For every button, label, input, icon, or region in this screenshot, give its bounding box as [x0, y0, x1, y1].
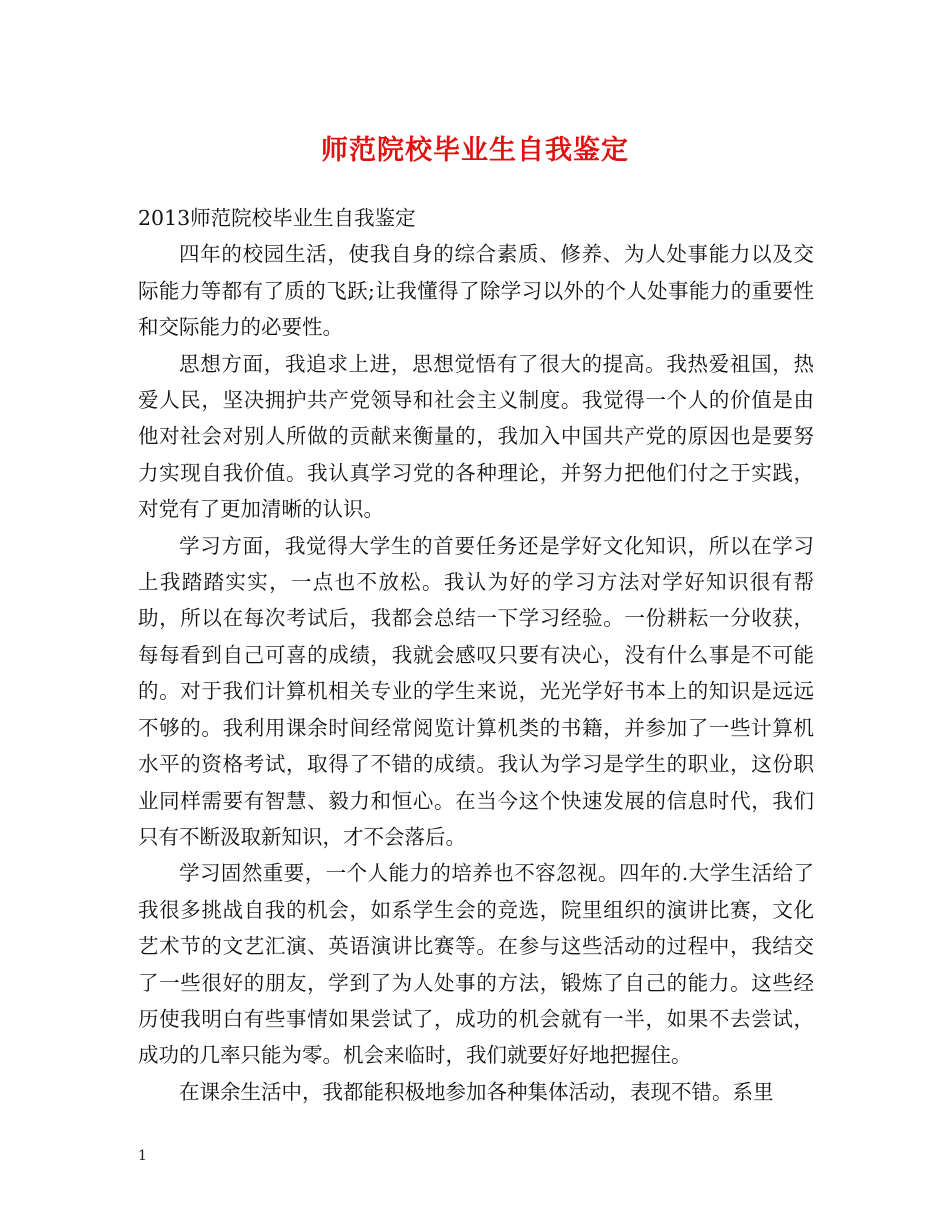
document-body	[138, 200, 814, 1110]
paragraph-5: 在课余生活中，我都能积极地参加各种集体活动，表现不错。系里	[179, 1079, 774, 1104]
document-subtitle: 2013师范院校毕业生自我鉴定	[138, 206, 416, 230]
paragraph-3: 学习方面，我觉得大学生的首要任务还是学好文化知识，所以在学习上我踏踏实实，一点也不放松。我认为好的学习方法对学好知识很有帮助，所以在每次考试后，我都会总结一下学习经验。一份耕耘一分收获，每每看到自己可喜的成绩，我就会感叹只要有决心，没有什么事是不可能的。对于我们计算机相关专业的学生来说，光光学好书本上的知识是远远不够的。我利用课余时间经常阅览计算机类的书籍，并参加了一些计算机水平的资格考试，取得了不错的成绩。我认为学习是学生的职业，这份职业同样需要有智慧、毅力和恒心。在当今这个快速发展的信息时代，我们只有不断汲取新知识，才不会落后。	[138, 533, 814, 849]
paragraph-4: 学习固然重要，一个人能力的培养也不容忽视。四年的.大学生活给了我很多挑战自我的机会，如系学生会的竞选，院里组织的演讲比赛，文化艺术节的文艺汇演、英语演讲比赛等。在参与这些活动的过程中，我结交了一些很好的朋友，学到了为人处事的方法，锻炼了自己的能力。这些经历使我明白有些事情如果尝试了，成功的机会就有一半，如果不去尝试，成功的几率只能为零。机会来临时，我们就要好好地把握住。	[138, 861, 814, 1068]
document-title: 师范院校毕业生自我鉴定	[321, 135, 629, 166]
paragraph-2: 思想方面，我追求上进，思想觉悟有了很大的提高。我热爱祖国，热爱人民，坚决拥护共产党领导和社会主义制度。我觉得一个人的价值是由他对社会对别人所做的贡献来衡量的，我加入中国共产党的原因也是要努力实现自我价值。我认真学习党的各种理论，并努力把他们付之于实践，对党有了更加清晰的认识。	[138, 351, 814, 522]
page-number: 1	[138, 1148, 147, 1164]
paragraph-1: 四年的校园生活，使我自身的综合素质、修养、为人处事能力以及交际能力等都有了质的飞跃;让我懂得了除学习以外的个人处事能力的重要性和交际能力的必要性。	[138, 242, 814, 340]
